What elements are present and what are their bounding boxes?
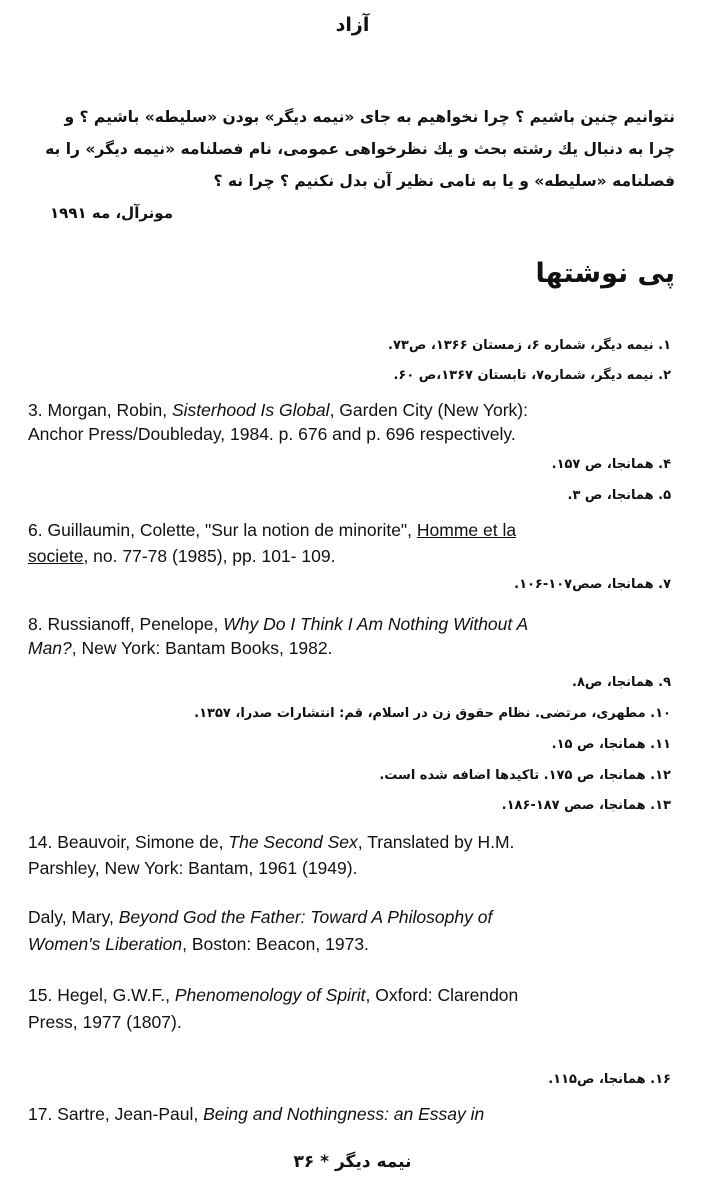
- paragraph-line-3: فصلنامه «سلیطه» و یا به نامی نظیر آن بدل نکنیم ؟ چرا نه ؟: [213, 172, 675, 190]
- footnote-14-line-1: 14. Beauvoir, Simone de, The Second Sex, Translated by H.M.: [28, 832, 515, 852]
- footnote-5: ۵. همانجا، ص ۳.: [567, 488, 671, 503]
- paragraph-line-1: نتوانیم چنین باشیم ؟ چرا نخواهیم به جای «نیمه دیگر» بودن «سلیطه» باشیم ؟ و: [64, 108, 675, 126]
- footnote-9: ۹. همانجا، ص۸.: [572, 675, 671, 690]
- footnote-16: ۱۶. همانجا، ص۱۱۵.: [548, 1072, 671, 1087]
- footnote-15-line-2: Press, 1977 (1807).: [28, 1012, 182, 1032]
- signature: مونرآل، مه ۱۹۹۱: [50, 204, 173, 222]
- footnote-15-line-1: 15. Hegel, G.W.F., Phenomenology of Spirit, Oxford: Clarendon: [28, 985, 519, 1005]
- footnote-11: ۱۱. همانجا، ص ۱۵.: [551, 737, 671, 752]
- footnote-6-line-1: 6. Guillaumin, Colette, "Sur la notion de minorite", Homme et la: [28, 520, 517, 540]
- page-header: آزاد: [335, 14, 370, 36]
- footnote-3-line-1: 3. Morgan, Robin, Sisterhood Is Global, Garden City (New York):: [28, 400, 528, 420]
- footnote-8-line-2: Man?, New York: Bantam Books, 1982.: [28, 638, 333, 658]
- daly-line-1: Daly, Mary, Beyond God the Father: Toward A Philosophy of: [28, 907, 493, 927]
- footnote-7: ۷. همانجا، صص۱۰۷-۱۰۶.: [514, 577, 671, 592]
- footnote-3-line-2: Anchor Press/Doubleday, 1984. p. 676 and p. 696 respectively.: [28, 424, 516, 444]
- footnote-2: ۲. نیمه دیگر، شماره۷، تابستان ۱۳۶۷،ص ۶۰.: [393, 368, 671, 383]
- paragraph-line-2: چرا به دنبال یك رشته بحث و یك نظرخواهی عمومی، نام فصلنامه «نیمه دیگر» را به: [45, 140, 675, 158]
- footnote-4: ۴. همانجا، ص ۱۵۷.: [551, 457, 671, 472]
- footnote-13: ۱۳. همانجا، صص ۱۸۷-۱۸۶.: [501, 798, 671, 813]
- footnote-17-line-1: 17. Sartre, Jean-Paul, Being and Nothingness: an Essay in: [28, 1104, 485, 1124]
- footnote-10: ۱۰. مطهری، مرتضی. نظام حقوق زن در اسلام، قم: انتشارات صدرا، ۱۳۵۷.: [194, 706, 671, 721]
- page-footer: نیمه دیگر * ۳۶: [293, 1152, 412, 1172]
- footnote-8-line-1: 8. Russianoff, Penelope, Why Do I Think I Am Nothing Without A: [28, 614, 529, 634]
- footnote-12: ۱۲. همانجا، ص ۱۷۵. تاکیدها اضافه شده است.: [379, 768, 671, 783]
- footnote-1: ۱. نیمه دیگر، شماره ۶، زمستان ۱۳۶۶، ص۷۳.: [388, 338, 671, 353]
- section-title: پی نوشتها: [535, 258, 675, 289]
- footnote-6-line-2: societe, no. 77-78 (1985), pp. 101- 109.: [28, 546, 336, 566]
- daly-line-2: Women's Liberation, Boston: Beacon, 1973.: [28, 934, 369, 954]
- footnote-14-line-2: Parshley, New York: Bantam, 1961 (1949).: [28, 858, 358, 878]
